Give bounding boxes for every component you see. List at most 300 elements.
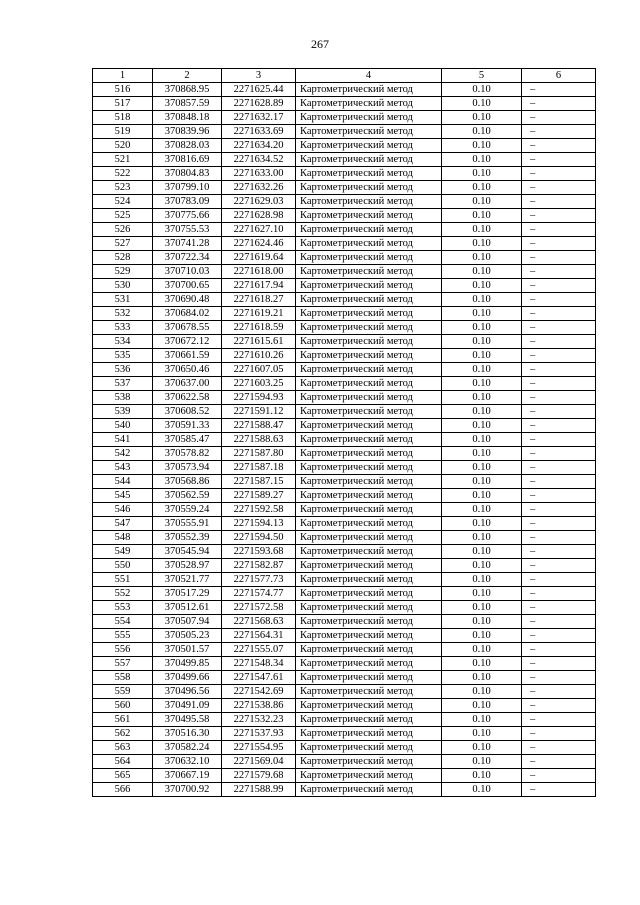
method-cell: Картометрический метод (296, 321, 442, 335)
note-cell: – (522, 349, 596, 363)
accuracy-cell: 0.10 (442, 307, 522, 321)
table-row (93, 643, 596, 657)
x-coordinate-cell: 370661.59 (153, 349, 222, 363)
note-cell: – (522, 713, 596, 727)
method-cell: Картометрический метод (296, 181, 442, 195)
accuracy-cell: 0.10 (442, 405, 522, 419)
accuracy-cell: 0.10 (442, 699, 522, 713)
accuracy-cell: 0.10 (442, 489, 522, 503)
y-coordinate-cell: 2271537.93 (222, 727, 296, 741)
point-number-cell: 560 (93, 699, 153, 713)
table-row (93, 433, 596, 447)
accuracy-cell: 0.10 (442, 83, 522, 97)
x-coordinate-cell: 370578.82 (153, 447, 222, 461)
point-number-cell: 531 (93, 293, 153, 307)
y-coordinate-cell: 2271618.59 (222, 321, 296, 335)
y-coordinate-cell: 2271610.26 (222, 349, 296, 363)
x-coordinate-cell: 370591.33 (153, 419, 222, 433)
note-cell: – (522, 699, 596, 713)
point-number-cell: 544 (93, 475, 153, 489)
x-coordinate-cell: 370507.94 (153, 615, 222, 629)
method-cell: Картометрический метод (296, 223, 442, 237)
point-number-cell: 530 (93, 279, 153, 293)
accuracy-cell: 0.10 (442, 181, 522, 195)
method-cell: Картометрический метод (296, 195, 442, 209)
accuracy-cell: 0.10 (442, 475, 522, 489)
table-row (93, 307, 596, 321)
note-cell: – (522, 251, 596, 265)
x-coordinate-cell: 370501.57 (153, 643, 222, 657)
y-coordinate-cell: 2271619.64 (222, 251, 296, 265)
method-cell: Картометрический метод (296, 335, 442, 349)
table-body (93, 83, 596, 797)
y-coordinate-cell: 2271589.27 (222, 489, 296, 503)
accuracy-cell: 0.10 (442, 377, 522, 391)
table-row (93, 335, 596, 349)
note-cell: – (522, 279, 596, 293)
accuracy-cell: 0.10 (442, 153, 522, 167)
point-number-cell: 542 (93, 447, 153, 461)
point-number-cell: 549 (93, 545, 153, 559)
x-coordinate-cell: 370568.86 (153, 475, 222, 489)
note-cell: – (522, 307, 596, 321)
table-row (93, 587, 596, 601)
y-coordinate-cell: 2271582.87 (222, 559, 296, 573)
x-coordinate-cell: 370608.52 (153, 405, 222, 419)
y-coordinate-cell: 2271568.63 (222, 615, 296, 629)
method-cell: Картометрический метод (296, 783, 442, 797)
method-cell: Картометрический метод (296, 167, 442, 181)
method-cell: Картометрический метод (296, 601, 442, 615)
y-coordinate-cell: 2271577.73 (222, 573, 296, 587)
table-row (93, 321, 596, 335)
y-coordinate-cell: 2271634.20 (222, 139, 296, 153)
x-coordinate-cell: 370582.24 (153, 741, 222, 755)
y-coordinate-cell: 2271591.12 (222, 405, 296, 419)
note-cell: – (522, 377, 596, 391)
accuracy-cell: 0.10 (442, 741, 522, 755)
x-coordinate-cell: 370755.53 (153, 223, 222, 237)
note-cell: – (522, 769, 596, 783)
method-cell: Картометрический метод (296, 363, 442, 377)
point-number-cell: 545 (93, 489, 153, 503)
point-number-cell: 528 (93, 251, 153, 265)
note-cell: – (522, 293, 596, 307)
accuracy-cell: 0.10 (442, 195, 522, 209)
table-row (93, 755, 596, 769)
x-coordinate-cell: 370552.39 (153, 531, 222, 545)
y-coordinate-cell: 2271548.34 (222, 657, 296, 671)
note-cell: – (522, 755, 596, 769)
method-cell: Картометрический метод (296, 461, 442, 475)
method-cell: Картометрический метод (296, 629, 442, 643)
accuracy-cell: 0.10 (442, 237, 522, 251)
note-cell: – (522, 223, 596, 237)
table-row (93, 447, 596, 461)
method-cell: Картометрический метод (296, 727, 442, 741)
table-row (93, 699, 596, 713)
accuracy-cell: 0.10 (442, 419, 522, 433)
x-coordinate-cell: 370700.92 (153, 783, 222, 797)
accuracy-cell: 0.10 (442, 769, 522, 783)
table-row (93, 125, 596, 139)
method-cell: Картометрический метод (296, 475, 442, 489)
method-cell: Картометрический метод (296, 279, 442, 293)
method-cell: Картометрический метод (296, 447, 442, 461)
y-coordinate-cell: 2271554.95 (222, 741, 296, 755)
accuracy-cell: 0.10 (442, 587, 522, 601)
point-number-cell: 550 (93, 559, 153, 573)
note-cell: – (522, 447, 596, 461)
point-number-cell: 553 (93, 601, 153, 615)
point-number-cell: 540 (93, 419, 153, 433)
table-row (93, 391, 596, 405)
note-cell: – (522, 237, 596, 251)
note-cell: – (522, 629, 596, 643)
table-row (93, 573, 596, 587)
table-row (93, 559, 596, 573)
table-row (93, 377, 596, 391)
table-row (93, 517, 596, 531)
y-coordinate-cell: 2271624.46 (222, 237, 296, 251)
x-coordinate-cell: 370868.95 (153, 83, 222, 97)
table-header (93, 69, 596, 83)
point-number-cell: 529 (93, 265, 153, 279)
table-row (93, 97, 596, 111)
point-number-cell: 565 (93, 769, 153, 783)
table-row (93, 167, 596, 181)
y-coordinate-cell: 2271592.58 (222, 503, 296, 517)
method-cell: Картометрический метод (296, 741, 442, 755)
y-coordinate-cell: 2271587.80 (222, 447, 296, 461)
x-coordinate-cell: 370573.94 (153, 461, 222, 475)
point-number-cell: 520 (93, 139, 153, 153)
point-number-cell: 534 (93, 335, 153, 349)
note-cell: – (522, 531, 596, 545)
point-number-cell: 564 (93, 755, 153, 769)
table-row (93, 419, 596, 433)
note-cell: – (522, 97, 596, 111)
method-cell: Картометрический метод (296, 209, 442, 223)
x-coordinate-cell: 370839.96 (153, 125, 222, 139)
method-cell: Картометрический метод (296, 83, 442, 97)
y-coordinate-cell: 2271632.17 (222, 111, 296, 125)
x-coordinate-cell: 370672.12 (153, 335, 222, 349)
note-cell: – (522, 139, 596, 153)
method-cell: Картометрический метод (296, 349, 442, 363)
y-coordinate-cell: 2271634.52 (222, 153, 296, 167)
x-coordinate-cell: 370496.56 (153, 685, 222, 699)
method-cell: Картометрический метод (296, 307, 442, 321)
coordinates-table (92, 68, 596, 797)
note-cell: – (522, 363, 596, 377)
accuracy-cell: 0.10 (442, 265, 522, 279)
accuracy-cell: 0.10 (442, 615, 522, 629)
note-cell: – (522, 461, 596, 475)
method-cell: Картометрический метод (296, 125, 442, 139)
accuracy-cell: 0.10 (442, 559, 522, 573)
method-cell: Картометрический метод (296, 419, 442, 433)
method-cell: Картометрический метод (296, 559, 442, 573)
method-cell: Картометрический метод (296, 503, 442, 517)
accuracy-cell: 0.10 (442, 433, 522, 447)
method-cell: Картометрический метод (296, 531, 442, 545)
x-coordinate-cell: 370775.66 (153, 209, 222, 223)
accuracy-cell: 0.10 (442, 447, 522, 461)
y-coordinate-cell: 2271594.50 (222, 531, 296, 545)
table-row (93, 279, 596, 293)
table-row (93, 503, 596, 517)
x-coordinate-cell: 370516.30 (153, 727, 222, 741)
point-number-cell: 519 (93, 125, 153, 139)
method-cell: Картометрический метод (296, 377, 442, 391)
table-row (93, 713, 596, 727)
point-number-cell: 532 (93, 307, 153, 321)
y-coordinate-cell: 2271632.26 (222, 181, 296, 195)
x-coordinate-cell: 370545.94 (153, 545, 222, 559)
point-number-cell: 517 (93, 97, 153, 111)
table-row (93, 139, 596, 153)
accuracy-cell: 0.10 (442, 321, 522, 335)
y-coordinate-cell: 2271588.99 (222, 783, 296, 797)
y-coordinate-cell: 2271628.98 (222, 209, 296, 223)
y-coordinate-cell: 2271542.69 (222, 685, 296, 699)
accuracy-cell: 0.10 (442, 503, 522, 517)
table-row (93, 83, 596, 97)
note-cell: – (522, 489, 596, 503)
x-coordinate-cell: 370710.03 (153, 265, 222, 279)
accuracy-cell: 0.10 (442, 223, 522, 237)
method-cell: Картометрический метод (296, 433, 442, 447)
y-coordinate-cell: 2271619.21 (222, 307, 296, 321)
method-cell: Картометрический метод (296, 545, 442, 559)
table-row (93, 475, 596, 489)
x-coordinate-cell: 370512.61 (153, 601, 222, 615)
point-number-cell: 547 (93, 517, 153, 531)
x-coordinate-cell: 370828.03 (153, 139, 222, 153)
note-cell: – (522, 83, 596, 97)
accuracy-cell: 0.10 (442, 461, 522, 475)
method-cell: Картометрический метод (296, 251, 442, 265)
point-number-cell: 552 (93, 587, 153, 601)
table-row (93, 769, 596, 783)
accuracy-cell: 0.10 (442, 685, 522, 699)
point-number-cell: 523 (93, 181, 153, 195)
method-cell: Картометрический метод (296, 517, 442, 531)
x-coordinate-cell: 370857.59 (153, 97, 222, 111)
x-coordinate-cell: 370722.34 (153, 251, 222, 265)
table-row (93, 657, 596, 671)
x-coordinate-cell: 370684.02 (153, 307, 222, 321)
y-coordinate-cell: 2271593.68 (222, 545, 296, 559)
point-number-cell: 525 (93, 209, 153, 223)
table-row (93, 223, 596, 237)
method-cell: Картометрический метод (296, 111, 442, 125)
note-cell: – (522, 503, 596, 517)
method-cell: Картометрический метод (296, 489, 442, 503)
y-coordinate-cell: 2271594.13 (222, 517, 296, 531)
accuracy-cell: 0.10 (442, 335, 522, 349)
method-cell: Картометрический метод (296, 153, 442, 167)
point-number-cell: 526 (93, 223, 153, 237)
note-cell: – (522, 181, 596, 195)
y-coordinate-cell: 2271569.04 (222, 755, 296, 769)
note-cell: – (522, 545, 596, 559)
point-number-cell: 518 (93, 111, 153, 125)
x-coordinate-cell: 370848.18 (153, 111, 222, 125)
point-number-cell: 548 (93, 531, 153, 545)
column-header-1: 1 (93, 69, 153, 83)
point-number-cell: 541 (93, 433, 153, 447)
x-coordinate-cell: 370678.55 (153, 321, 222, 335)
accuracy-cell: 0.10 (442, 755, 522, 769)
x-coordinate-cell: 370799.10 (153, 181, 222, 195)
note-cell: – (522, 517, 596, 531)
note-cell: – (522, 615, 596, 629)
x-coordinate-cell: 370562.59 (153, 489, 222, 503)
note-cell: – (522, 153, 596, 167)
y-coordinate-cell: 2271625.44 (222, 83, 296, 97)
y-coordinate-cell: 2271594.93 (222, 391, 296, 405)
point-number-cell: 561 (93, 713, 153, 727)
table-row (93, 251, 596, 265)
x-coordinate-cell: 370783.09 (153, 195, 222, 209)
accuracy-cell: 0.10 (442, 209, 522, 223)
note-cell: – (522, 321, 596, 335)
note-cell: – (522, 671, 596, 685)
note-cell: – (522, 195, 596, 209)
y-coordinate-cell: 2271587.15 (222, 475, 296, 489)
x-coordinate-cell: 370650.46 (153, 363, 222, 377)
point-number-cell: 524 (93, 195, 153, 209)
accuracy-cell: 0.10 (442, 671, 522, 685)
point-number-cell: 538 (93, 391, 153, 405)
point-number-cell: 527 (93, 237, 153, 251)
point-number-cell: 555 (93, 629, 153, 643)
method-cell: Картометрический метод (296, 573, 442, 587)
page-number: 267 (311, 37, 329, 51)
y-coordinate-cell: 2271564.31 (222, 629, 296, 643)
point-number-cell: 559 (93, 685, 153, 699)
point-number-cell: 566 (93, 783, 153, 797)
accuracy-cell: 0.10 (442, 111, 522, 125)
table-header-row (93, 69, 596, 83)
note-cell: – (522, 587, 596, 601)
y-coordinate-cell: 2271607.05 (222, 363, 296, 377)
y-coordinate-cell: 2271555.07 (222, 643, 296, 657)
accuracy-cell: 0.10 (442, 349, 522, 363)
method-cell: Картометрический метод (296, 293, 442, 307)
method-cell: Картометрический метод (296, 685, 442, 699)
table-row (93, 293, 596, 307)
note-cell: – (522, 125, 596, 139)
y-coordinate-cell: 2271633.00 (222, 167, 296, 181)
accuracy-cell: 0.10 (442, 657, 522, 671)
point-number-cell: 557 (93, 657, 153, 671)
table-row (93, 363, 596, 377)
point-number-cell: 562 (93, 727, 153, 741)
accuracy-cell: 0.10 (442, 279, 522, 293)
note-cell: – (522, 475, 596, 489)
point-number-cell: 516 (93, 83, 153, 97)
method-cell: Картометрический метод (296, 265, 442, 279)
x-coordinate-cell: 370499.66 (153, 671, 222, 685)
note-cell: – (522, 741, 596, 755)
x-coordinate-cell: 370555.91 (153, 517, 222, 531)
point-number-cell: 533 (93, 321, 153, 335)
y-coordinate-cell: 2271629.03 (222, 195, 296, 209)
table-row (93, 181, 596, 195)
x-coordinate-cell: 370517.29 (153, 587, 222, 601)
accuracy-cell: 0.10 (442, 167, 522, 181)
y-coordinate-cell: 2271618.00 (222, 265, 296, 279)
accuracy-cell: 0.10 (442, 97, 522, 111)
y-coordinate-cell: 2271532.23 (222, 713, 296, 727)
x-coordinate-cell: 370700.65 (153, 279, 222, 293)
method-cell: Картометрический метод (296, 139, 442, 153)
x-coordinate-cell: 370690.48 (153, 293, 222, 307)
note-cell: – (522, 419, 596, 433)
accuracy-cell: 0.10 (442, 629, 522, 643)
method-cell: Картометрический метод (296, 97, 442, 111)
x-coordinate-cell: 370491.09 (153, 699, 222, 713)
x-coordinate-cell: 370622.58 (153, 391, 222, 405)
y-coordinate-cell: 2271603.25 (222, 377, 296, 391)
table-row (93, 783, 596, 797)
method-cell: Картометрический метод (296, 587, 442, 601)
y-coordinate-cell: 2271618.27 (222, 293, 296, 307)
column-header-6: 6 (522, 69, 596, 83)
accuracy-cell: 0.10 (442, 601, 522, 615)
note-cell: – (522, 209, 596, 223)
table-row (93, 461, 596, 475)
method-cell: Картометрический метод (296, 657, 442, 671)
column-header-5: 5 (442, 69, 522, 83)
accuracy-cell: 0.10 (442, 783, 522, 797)
y-coordinate-cell: 2271547.61 (222, 671, 296, 685)
x-coordinate-cell: 370667.19 (153, 769, 222, 783)
column-header-4: 4 (296, 69, 442, 83)
accuracy-cell: 0.10 (442, 293, 522, 307)
table-row (93, 489, 596, 503)
x-coordinate-cell: 370521.77 (153, 573, 222, 587)
y-coordinate-cell: 2271587.18 (222, 461, 296, 475)
table-row (93, 531, 596, 545)
x-coordinate-cell: 370804.83 (153, 167, 222, 181)
table-row (93, 601, 596, 615)
method-cell: Картометрический метод (296, 713, 442, 727)
note-cell: – (522, 335, 596, 349)
point-number-cell: 539 (93, 405, 153, 419)
x-coordinate-cell: 370816.69 (153, 153, 222, 167)
y-coordinate-cell: 2271538.86 (222, 699, 296, 713)
accuracy-cell: 0.10 (442, 251, 522, 265)
point-number-cell: 558 (93, 671, 153, 685)
table-row (93, 615, 596, 629)
note-cell: – (522, 783, 596, 797)
accuracy-cell: 0.10 (442, 643, 522, 657)
accuracy-cell: 0.10 (442, 139, 522, 153)
table-row (93, 629, 596, 643)
point-number-cell: 543 (93, 461, 153, 475)
y-coordinate-cell: 2271633.69 (222, 125, 296, 139)
column-header-3: 3 (222, 69, 296, 83)
method-cell: Картометрический метод (296, 615, 442, 629)
point-number-cell: 551 (93, 573, 153, 587)
method-cell: Картометрический метод (296, 755, 442, 769)
point-number-cell: 537 (93, 377, 153, 391)
note-cell: – (522, 727, 596, 741)
